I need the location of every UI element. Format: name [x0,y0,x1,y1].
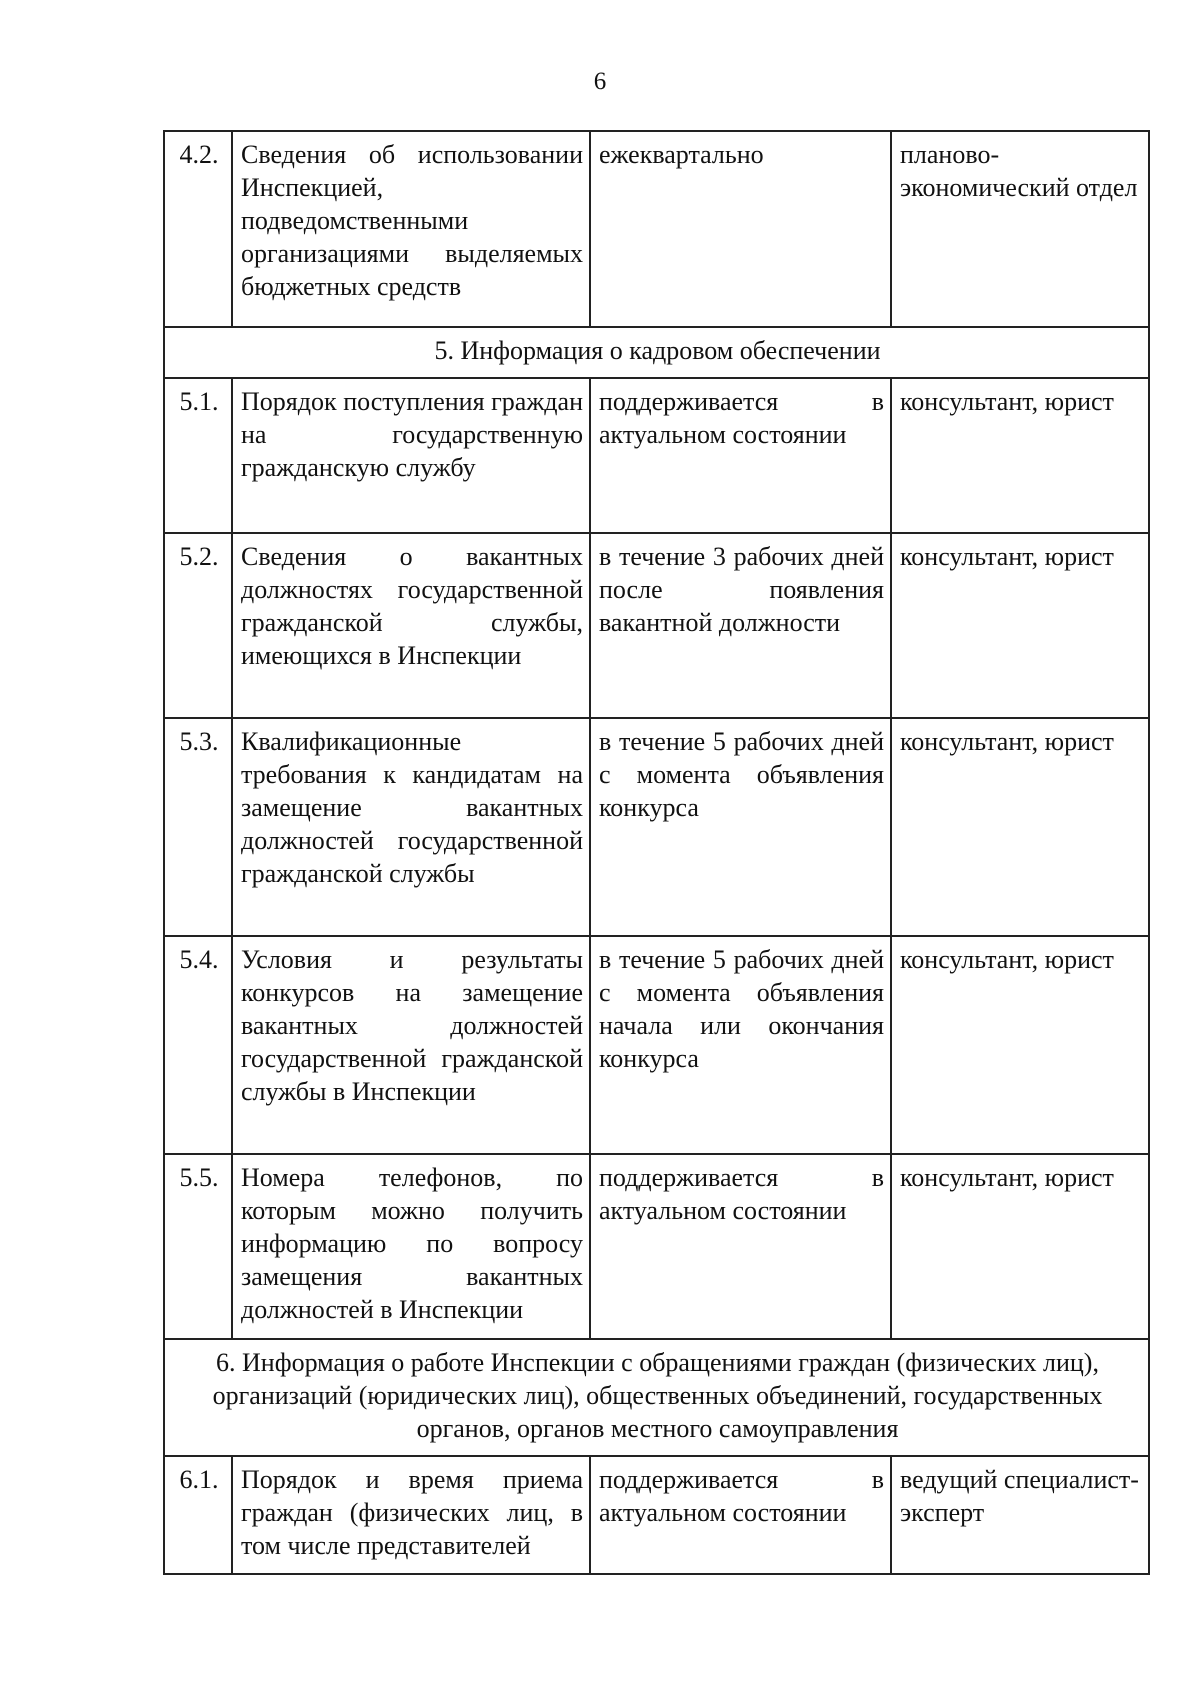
item-responsible: консультант, юрист [891,378,1149,533]
item-number: 5.3. [164,718,232,936]
section-title: 5. Информация о кадровом обеспечении [164,327,1149,378]
item-number: 5.1. [164,378,232,533]
item-responsible: ведущий специалист-эксперт [891,1456,1149,1574]
item-name: Порядок поступления граждан на государственную гражданскую службу [232,378,590,533]
item-name: Условия и результаты конкурсов на замещение вакантных должностей государственной гражданской службы в Инспекции [232,936,590,1154]
item-responsible: консультант, юрист [891,533,1149,718]
table-row [164,1154,1149,1339]
item-responsible: консультант, юрист [891,718,1149,936]
table-row [164,718,1149,936]
item-name: Квалификационные требования к кандидатам на замещение вакантных должностей государственной гражданской службы [232,718,590,936]
item-term: в течение 5 рабочих дней с момента объявления конкурса [590,718,891,936]
section-row [164,1339,1149,1456]
item-term: ежеквартально [590,131,891,327]
item-term: в течение 3 рабочих дней после появления вакантной должности [590,533,891,718]
item-name: Сведения о вакантных должностях государственной гражданской службы, имеющихся в Инспекции [232,533,590,718]
item-name: Сведения об использовании Инспекцией, подведомственными организациями выделяемых бюджетных средств [232,131,590,327]
item-term: поддерживается в актуальном состоянии [590,1456,891,1574]
table-row [164,378,1149,533]
section-title: 6. Информация о работе Инспекции с обращениями граждан (физических лиц), организаций (юридических лиц), общественных объединений, государственных органов, органов местного самоуправления [164,1339,1149,1456]
item-number: 4.2. [164,131,232,327]
item-number: 5.2. [164,533,232,718]
item-number: 6.1. [164,1456,232,1574]
item-responsible: планово-экономический отдел [891,131,1149,327]
item-term: в течение 5 рабочих дней с момента объявления начала или окончания конкурса [590,936,891,1154]
item-number: 5.4. [164,936,232,1154]
table-row [164,533,1149,718]
table-row [164,936,1149,1154]
table-row [164,1456,1149,1574]
table-row [164,131,1149,327]
item-responsible: консультант, юрист [891,1154,1149,1339]
item-term: поддерживается в актуальном состоянии [590,1154,891,1339]
item-name: Порядок и время приема граждан (физических лиц, в том числе представителей [232,1456,590,1574]
item-responsible: консультант, юрист [891,936,1149,1154]
information-table [163,130,1150,1575]
section-row [164,327,1149,378]
item-name: Номера телефонов, по которым можно получить информацию по вопросу замещения вакантных должностей в Инспекции [232,1154,590,1339]
page-number: 6 [593,68,607,95]
item-number: 5.5. [164,1154,232,1339]
item-term: поддерживается в актуальном состоянии [590,378,891,533]
